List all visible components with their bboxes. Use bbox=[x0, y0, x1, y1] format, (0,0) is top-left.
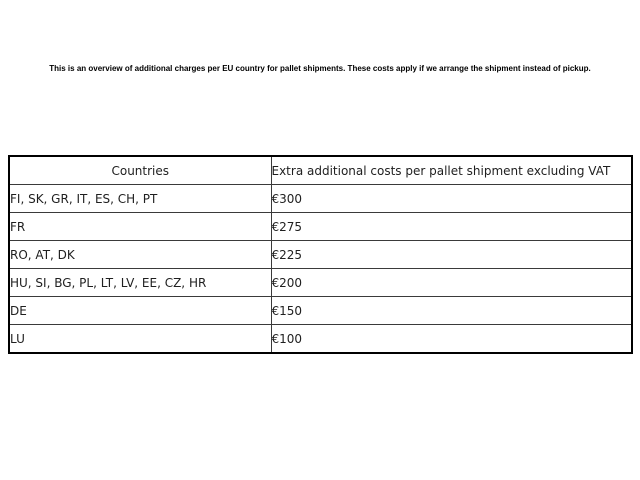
table-header-countries: Countries bbox=[9, 156, 271, 185]
cost-cell: €225 bbox=[271, 241, 632, 269]
countries-cell: HU, SI, BG, PL, LT, LV, EE, CZ, HR bbox=[9, 269, 271, 297]
countries-cell: LU bbox=[9, 325, 271, 354]
table-header-cost: Extra additional costs per pallet shipment excluding VAT bbox=[271, 156, 632, 185]
table-row bbox=[9, 325, 632, 354]
charges-table bbox=[8, 155, 633, 354]
countries-cell: DE bbox=[9, 297, 271, 325]
table-row bbox=[9, 269, 632, 297]
cost-cell: €100 bbox=[271, 325, 632, 354]
table-row bbox=[9, 241, 632, 269]
cost-cell: €200 bbox=[271, 269, 632, 297]
countries-cell: RO, AT, DK bbox=[9, 241, 271, 269]
table-row bbox=[9, 185, 632, 213]
intro-text: This is an overview of additional charges per EU country for pallet shipments. These costs apply if we arrange the shipment instead of pickup. bbox=[49, 64, 591, 73]
cost-cell: €150 bbox=[271, 297, 632, 325]
table-row bbox=[9, 213, 632, 241]
cost-cell: €300 bbox=[271, 185, 632, 213]
table-row bbox=[9, 297, 632, 325]
table-header-row bbox=[9, 156, 632, 185]
cost-cell: €275 bbox=[271, 213, 632, 241]
countries-cell: FI, SK, GR, IT, ES, CH, PT bbox=[9, 185, 271, 213]
countries-cell: FR bbox=[9, 213, 271, 241]
